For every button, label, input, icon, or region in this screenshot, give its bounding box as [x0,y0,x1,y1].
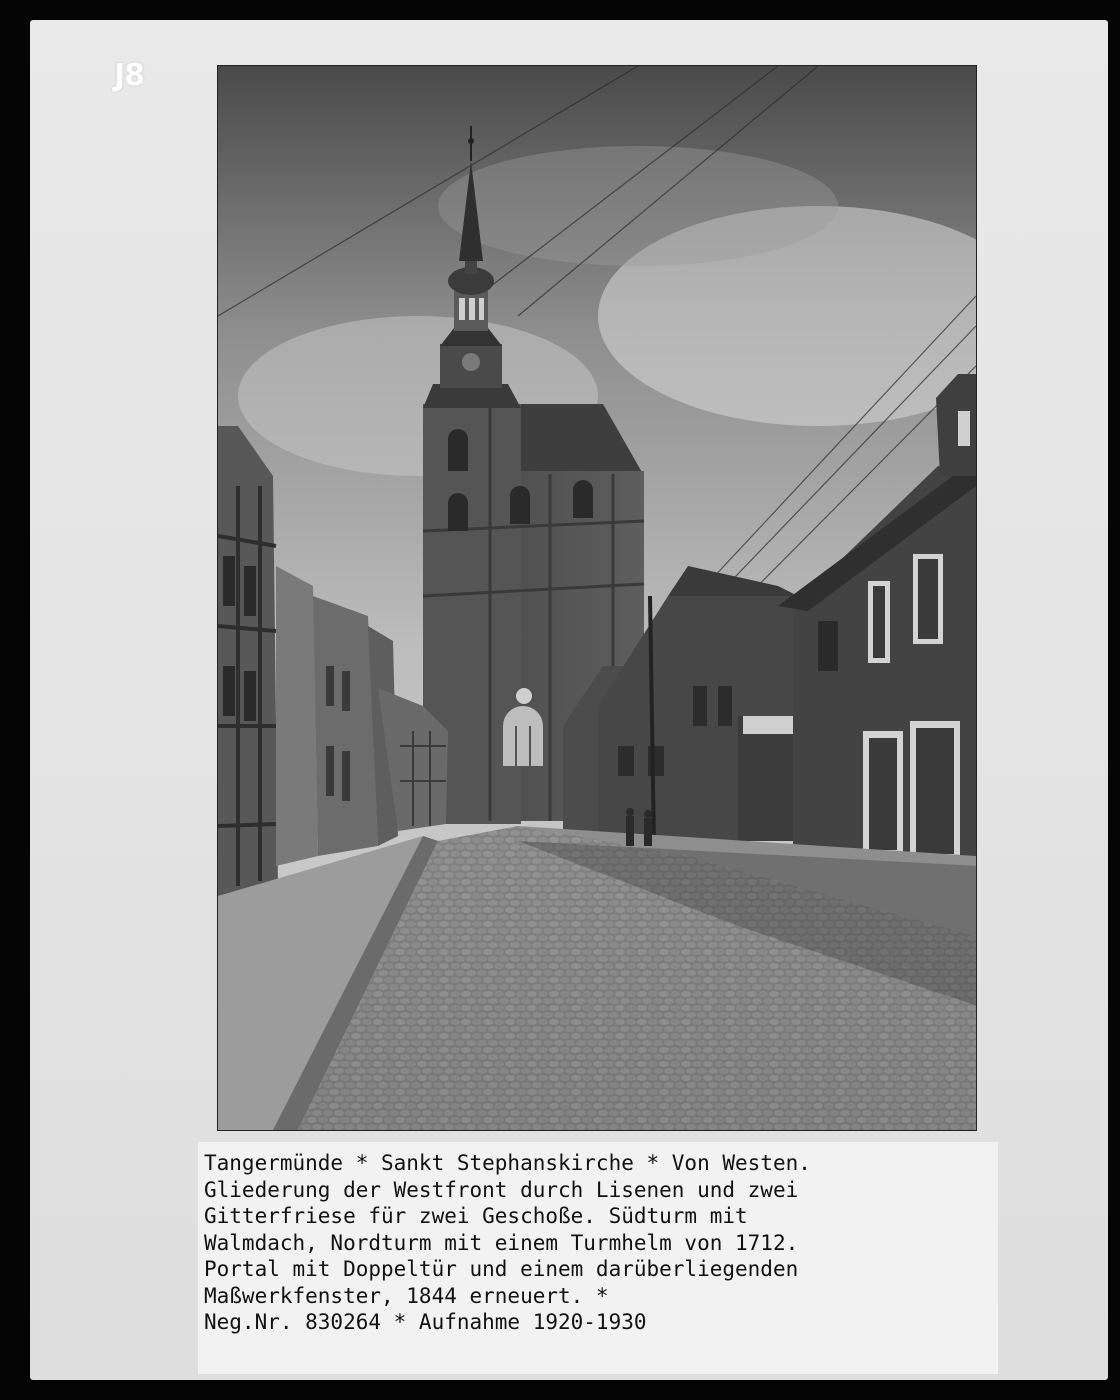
caption-line: Walmdach, Nordturm mit einem Turmhelm von 1712. [204,1230,799,1255]
church-photograph [218,66,976,1130]
archive-mark: J8 [114,58,145,93]
caption-line: Gitterfriese für zwei Geschoße. Südturm mit [204,1204,748,1228]
caption-line: Maßwerkfenster, 1844 erneuert. * [204,1283,609,1308]
photo-caption [204,1150,994,1336]
caption-line: Neg.Nr. 830264 * Aufnahme 1920-1930 [204,1310,647,1334]
caption-line: Tangermünde * Sankt Stephanskirche * Von Westen. [204,1151,811,1175]
caption-line: Gliederung der Westfront durch Lisenen und zwei [204,1177,799,1202]
caption-line: Portal mit Doppeltür und einem darüberliegenden [204,1257,799,1281]
